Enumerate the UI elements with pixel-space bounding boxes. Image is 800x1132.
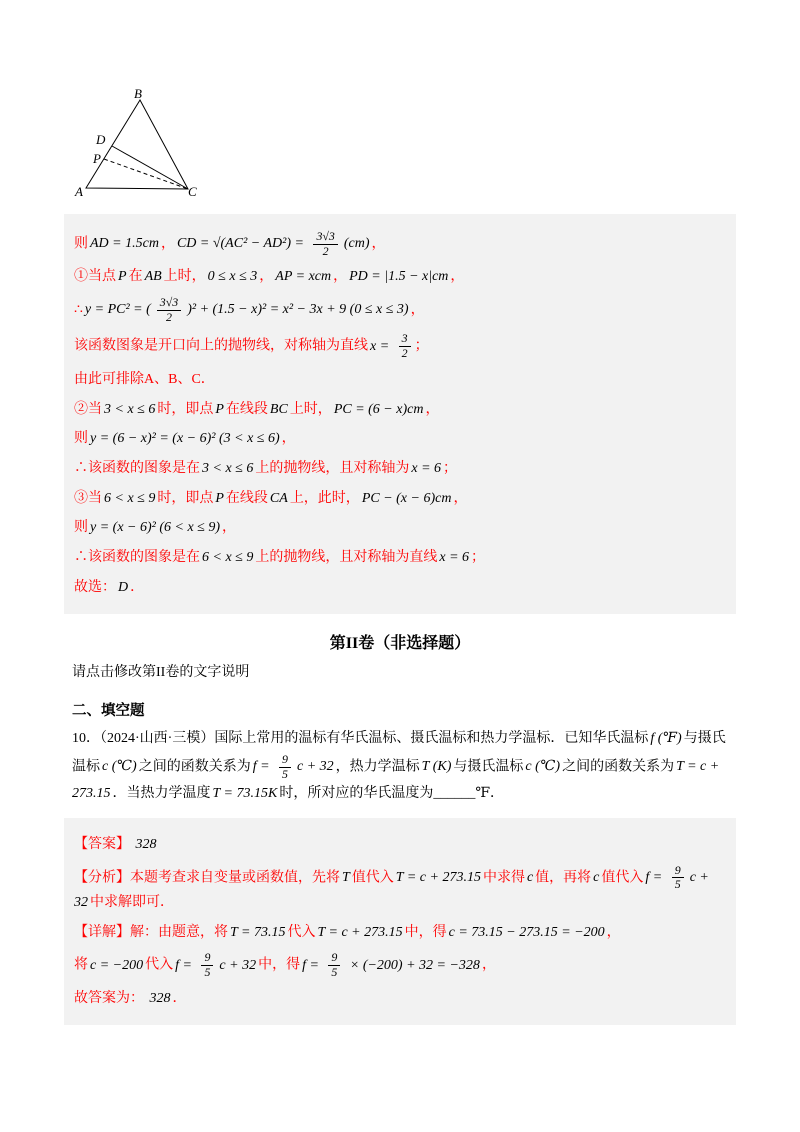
text-line bbox=[74, 399, 726, 421]
text-segment: 故选： bbox=[74, 579, 116, 595]
triangle-diagram bbox=[74, 88, 204, 200]
math-text: CD = √(AC² − AD²) = bbox=[176, 236, 308, 252]
text-line bbox=[74, 332, 726, 360]
text-segment: ， bbox=[453, 490, 468, 506]
text-segment: 【答案】 bbox=[74, 836, 130, 852]
text-segment: 则 bbox=[74, 431, 88, 447]
figure-label-C: C bbox=[188, 184, 197, 199]
math-text: BC bbox=[269, 401, 288, 417]
text-segment: 在线段 bbox=[225, 401, 268, 417]
text-segment: ．当热力学温度 bbox=[112, 786, 211, 802]
text-segment: 时，所对应的华氏温度为______℉． bbox=[279, 786, 504, 802]
math-text: AD = 1.5cm bbox=[90, 236, 159, 252]
text-line bbox=[74, 266, 726, 288]
text-segment: ． bbox=[130, 579, 145, 595]
math-text: f = bbox=[302, 957, 323, 973]
math-text: T = 73.15K bbox=[212, 786, 278, 802]
text-segment: ； bbox=[414, 338, 429, 354]
text-segment: ， bbox=[160, 236, 175, 252]
text-segment: 【详解】解：由题意，将 bbox=[74, 924, 228, 940]
math-text: CA bbox=[269, 490, 288, 506]
text-segment: 上，此时， bbox=[289, 490, 360, 506]
text-segment: ． bbox=[172, 990, 187, 1006]
math-fraction: $\frac{9}{5}$ bbox=[199, 951, 215, 979]
math-text: y = (6 − x)² = (x − 6)² (3 < x ≤ 6) bbox=[90, 431, 280, 447]
math-text: c bbox=[593, 869, 600, 885]
math-text: T = c + 273.15 bbox=[395, 869, 481, 885]
text-segment: 上的抛物线，且对称轴为直线 bbox=[255, 549, 438, 565]
text-segment: ， bbox=[425, 401, 440, 417]
math-fraction: $\frac{9}{5}$ bbox=[670, 864, 686, 892]
text-line bbox=[74, 458, 726, 480]
math-text: D bbox=[118, 579, 129, 595]
math-text: T (K) bbox=[421, 759, 452, 775]
math-text: 3 < x ≤ 6 bbox=[104, 401, 156, 417]
text-segment: ， bbox=[259, 269, 274, 285]
math-text: c (℃) bbox=[525, 759, 561, 775]
math-text: P bbox=[118, 269, 127, 285]
math-text: PC − (x − 6)cm bbox=[361, 490, 452, 506]
math-text: 6 < x ≤ 9 bbox=[202, 549, 254, 565]
math-fraction: $\frac{3√3}{2}$ bbox=[311, 230, 339, 258]
math-text: T = c + 273.15 bbox=[317, 924, 403, 940]
math-text: P bbox=[215, 490, 224, 506]
math-fraction: $\frac{3√3}{2}$ bbox=[155, 296, 183, 324]
math-text: c + 32 bbox=[74, 869, 709, 910]
math-text: c + 32 bbox=[297, 759, 334, 775]
figure-label-B: B bbox=[134, 88, 142, 101]
text-segment: 【分析】本题考查求自变量或函数值，先将 bbox=[74, 869, 340, 885]
text-segment: 中求得 bbox=[482, 869, 525, 885]
text-segment: 时，即点 bbox=[157, 490, 214, 506]
math-text: (cm) bbox=[343, 236, 370, 252]
text-segment: 上时， bbox=[163, 269, 206, 285]
text-segment: ， bbox=[281, 431, 296, 447]
math-text: f = bbox=[645, 869, 666, 885]
math-text: c bbox=[526, 869, 534, 885]
text-segment: ③当 bbox=[74, 490, 102, 506]
text-line bbox=[74, 834, 726, 856]
text-segment: 之间的函数关系为 bbox=[562, 759, 675, 775]
math-text: f = bbox=[252, 759, 274, 775]
math-text: x = 6 bbox=[439, 549, 470, 565]
text-segment: ∴该函数的图象是在 bbox=[74, 460, 200, 476]
text-segment: ， bbox=[450, 269, 465, 285]
text-segment: ； bbox=[471, 549, 486, 565]
text-line bbox=[74, 864, 726, 914]
text-segment: ， bbox=[222, 520, 237, 536]
figure-label-A: A bbox=[75, 184, 83, 199]
math-text: 6 < x ≤ 9 bbox=[104, 490, 156, 506]
subsection-title-fill-in: 二、填空题 bbox=[72, 703, 145, 720]
text-line bbox=[74, 296, 726, 324]
text-segment: 中求解即可． bbox=[90, 894, 174, 910]
text-segment: ； bbox=[443, 460, 458, 476]
text-segment: 时，即点 bbox=[157, 401, 214, 417]
text-segment: ， bbox=[481, 957, 496, 973]
math-fraction: $\frac{9}{5}$ bbox=[277, 753, 293, 781]
text-segment: 10．（2024·山西·三模）国际上常用的温标有华氏温标、摄氏温标和热力学温标．已知华氏温标 bbox=[72, 731, 649, 747]
math-text: AB bbox=[144, 269, 162, 285]
math-text: PC = (6 − x)cm bbox=[333, 401, 424, 417]
figure-label-P: P bbox=[93, 151, 101, 166]
solution-explanation-block bbox=[64, 214, 736, 614]
text-segment: 将 bbox=[74, 957, 88, 973]
text-segment: 中，得 bbox=[404, 924, 447, 940]
math-text: c + 32 bbox=[219, 957, 257, 973]
text-segment: ∴该函数的图象是在 bbox=[74, 549, 200, 565]
math-text: × (−200) + 32 = −328 bbox=[346, 957, 480, 973]
math-text: 328 bbox=[132, 836, 157, 852]
text-segment: ，热力学温标 bbox=[335, 759, 420, 775]
math-text: y = (x − 6)² (6 < x ≤ 9) bbox=[90, 520, 221, 536]
text-line bbox=[74, 922, 726, 944]
text-segment: ， bbox=[410, 302, 425, 318]
text-segment: 中，得 bbox=[258, 957, 301, 973]
text-segment: 该函数图象是开口向上的抛物线，对称轴为直线 bbox=[74, 338, 368, 354]
problem-10-statement bbox=[72, 726, 728, 808]
text-line bbox=[74, 428, 726, 450]
math-text: P bbox=[215, 401, 224, 417]
text-line bbox=[74, 230, 726, 258]
text-segment: 故答案为： bbox=[74, 990, 144, 1006]
math-text: )² + (1.5 − x)² = x² − 3x + 9 (0 ≤ x ≤ 3) bbox=[187, 302, 409, 318]
math-text: c = 73.15 − 273.15 = −200 bbox=[448, 924, 605, 940]
math-text: y = PC² = ( bbox=[84, 302, 151, 318]
text-segment: ， bbox=[606, 924, 621, 940]
figure-label-D: D bbox=[96, 132, 106, 147]
math-fraction: $\frac{9}{5}$ bbox=[326, 951, 342, 979]
text-segment: 则 bbox=[74, 236, 88, 252]
math-text: x = bbox=[370, 338, 393, 354]
text-line bbox=[72, 726, 728, 808]
text-segment: 上时， bbox=[289, 401, 332, 417]
math-text: c = −200 bbox=[90, 957, 144, 973]
segment-PC-dashed bbox=[104, 159, 188, 189]
text-segment: 与摄氏温标 bbox=[72, 731, 726, 775]
text-segment: 上的抛物线，且对称轴为 bbox=[255, 460, 410, 476]
section-title: 第II卷（非选择题） bbox=[329, 635, 471, 653]
text-segment: 代入 bbox=[287, 924, 316, 940]
text-segment: 与摄氏温标 bbox=[453, 759, 524, 775]
text-segment: 则 bbox=[74, 520, 88, 536]
text-segment: ， bbox=[333, 269, 348, 285]
math-fraction: $\frac{3}{2}$ bbox=[397, 332, 413, 360]
text-line bbox=[74, 988, 726, 1010]
math-text: T = c + 273.15 bbox=[72, 759, 720, 802]
math-text: 3 < x ≤ 6 bbox=[202, 460, 254, 476]
math-text: PD = |1.5 − x|cm bbox=[349, 269, 449, 285]
text-segment: 代入 bbox=[145, 957, 174, 973]
text-segment: 值代入 bbox=[351, 869, 394, 885]
text-segment: ②当 bbox=[74, 401, 102, 417]
text-segment: 值代入 bbox=[601, 869, 644, 885]
math-text: f (℉) bbox=[650, 731, 682, 747]
text-segment: ， bbox=[371, 236, 386, 252]
text-segment: 之间的函数关系为 bbox=[138, 759, 251, 775]
text-line bbox=[74, 488, 726, 510]
math-text: T = 73.15 bbox=[230, 924, 286, 940]
text-line bbox=[74, 369, 726, 391]
text-segment: 由此可排除A、B、C． bbox=[74, 371, 215, 387]
text-segment: ①当点 bbox=[74, 269, 116, 285]
text-segment: 在 bbox=[128, 269, 143, 285]
math-text: c (℃) bbox=[102, 759, 137, 775]
section-placeholder-note[interactable]: 请点击修改第II卷的文字说明 bbox=[72, 665, 250, 681]
text-line bbox=[74, 547, 726, 569]
text-line bbox=[74, 517, 726, 539]
math-text: AP = xcm bbox=[275, 269, 332, 285]
answer-analysis-block bbox=[64, 818, 736, 1026]
text-line bbox=[74, 577, 726, 599]
text-segment: 值，再将 bbox=[535, 869, 592, 885]
math-text: 328 bbox=[146, 990, 171, 1006]
text-segment: 在线段 bbox=[225, 490, 268, 506]
math-text: x = 6 bbox=[411, 460, 442, 476]
text-line bbox=[74, 951, 726, 979]
math-text: 0 ≤ x ≤ 3 bbox=[207, 269, 258, 285]
triangle-figure bbox=[74, 88, 204, 200]
math-text: f = bbox=[175, 957, 196, 973]
math-text: T bbox=[342, 869, 350, 885]
text-segment: ∴ bbox=[74, 302, 83, 318]
